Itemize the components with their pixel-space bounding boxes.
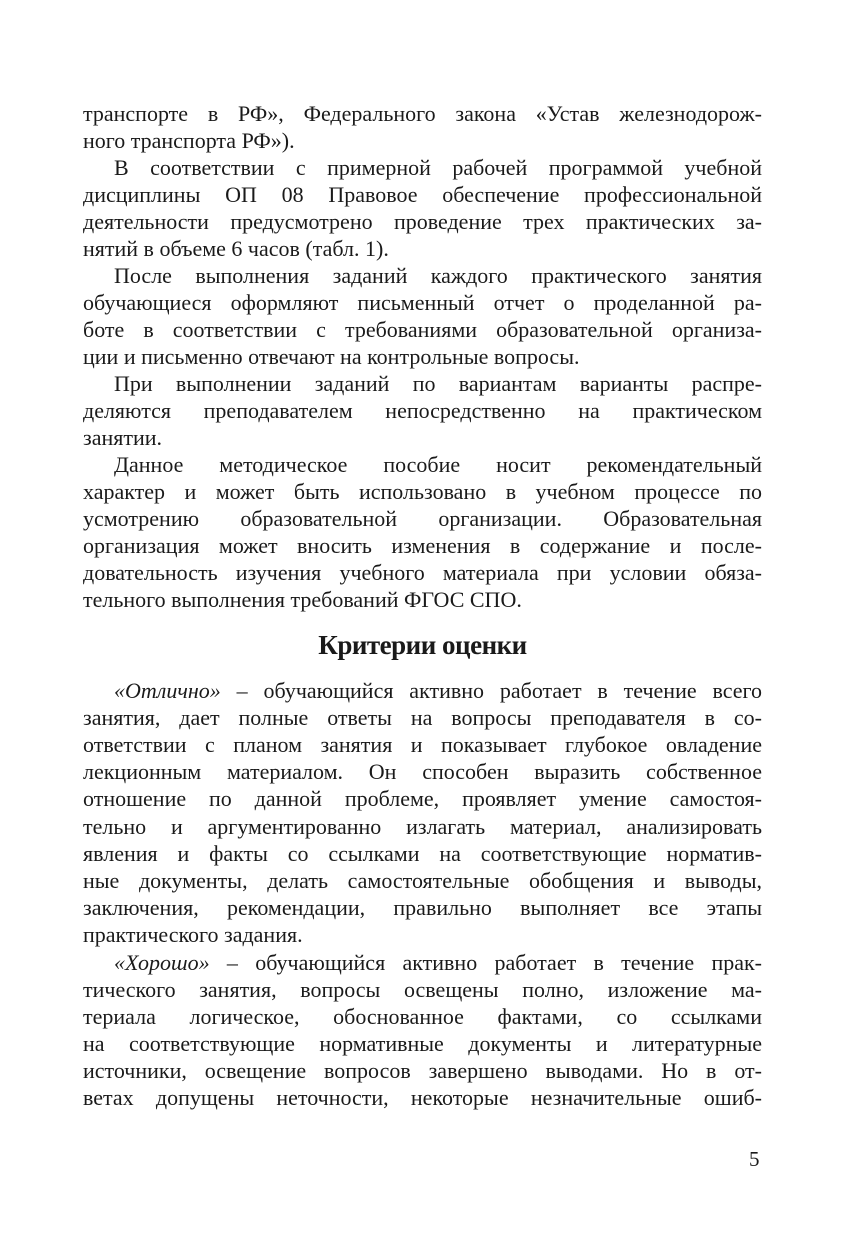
text-line: заключения, рекомендации, правильно выполняет все этапы [83, 894, 762, 920]
criterion-line [114, 677, 762, 704]
text-line: При выполнении заданий по вариантам варианты распре- [114, 371, 762, 396]
text-line: ного транспорта РФ»). [83, 128, 295, 153]
text-line: занятии. [83, 425, 163, 450]
text-line: тельно и аргументированно излагать материал, анализировать [83, 813, 762, 839]
text-line: отношение по данной проблеме, проявляет умение самостоя- [83, 786, 762, 812]
text-line: лекционным материалом. Он способен выразить собственное [83, 759, 762, 785]
text-line: В соответствии с примерной рабочей программой учебной [114, 155, 762, 180]
text-line: тельного выполнения требований ФГОС СПО. [83, 587, 522, 612]
text-line: транспорте в РФ», Федерального закона «Устав железнодорож- [83, 101, 762, 126]
text-line: ответствии с планом занятия и показывает глубокое овладение [83, 732, 762, 758]
page-number: 5 [749, 1147, 760, 1171]
text-line: характер и может быть использовано в учебном процессе по [83, 479, 762, 504]
criterion-text: – обучающийся активно работает в течение прак- [209, 949, 762, 975]
text-line: практического задания. [83, 921, 303, 947]
text-line: нятий в объеме 6 часов (табл. 1). [83, 236, 389, 261]
section-heading: Критерии оценки [318, 630, 527, 660]
text-line: усмотрению образовательной организации. Образовательная [83, 506, 762, 531]
text-line: ции и письменно отвечают на контрольные вопросы. [83, 344, 580, 369]
text-line: После выполнения заданий каждого практического занятия [114, 263, 762, 288]
criterion-text: – обучающийся активно работает в течение всего [220, 678, 762, 703]
text-line: на соответствующие нормативные документы и литературные [83, 1030, 762, 1056]
criterion-line [114, 949, 762, 976]
text-line: тического занятия, вопросы освещены полно, изложение ма- [83, 976, 762, 1002]
text-line: деляются преподавателем непосредственно на практическом [83, 398, 762, 423]
text-line: организация может вносить изменения в содержание и после- [83, 533, 762, 558]
text-line: териала логическое, обоснованное фактами, со ссылками [83, 1003, 762, 1029]
text-line: ные документы, делать самостоятельные обобщения и выводы, [83, 867, 762, 893]
text-line: дисциплины ОП 08 Правовое обеспечение профессиональной [83, 182, 762, 207]
text-line: Данное методическое пособие носит рекомендательный [114, 452, 762, 477]
text-line: боте в соответствии с требованиями образовательной организа- [83, 317, 762, 342]
text-line: источники, освещение вопросов завершено выводами. Но в от- [83, 1057, 762, 1083]
criterion-term: «Отлично» [114, 678, 221, 703]
criterion-term: «Хорошо» [114, 949, 210, 975]
text-line: явления и факты со ссылками на соответствующие норматив- [83, 840, 762, 866]
text-line: обучающиеся оформляют письменный отчет о проделанной ра- [83, 290, 762, 315]
text-line: довательность изучения учебного материала при условии обяза- [83, 560, 762, 585]
text-line: деятельности предусмотрено проведение трех практических за- [83, 209, 762, 234]
text-line: ветах допущены неточности, некоторые незначительные ошиб- [83, 1085, 762, 1110]
text-line: занятия, дает полные ответы на вопросы преподавателя в со- [83, 705, 762, 731]
